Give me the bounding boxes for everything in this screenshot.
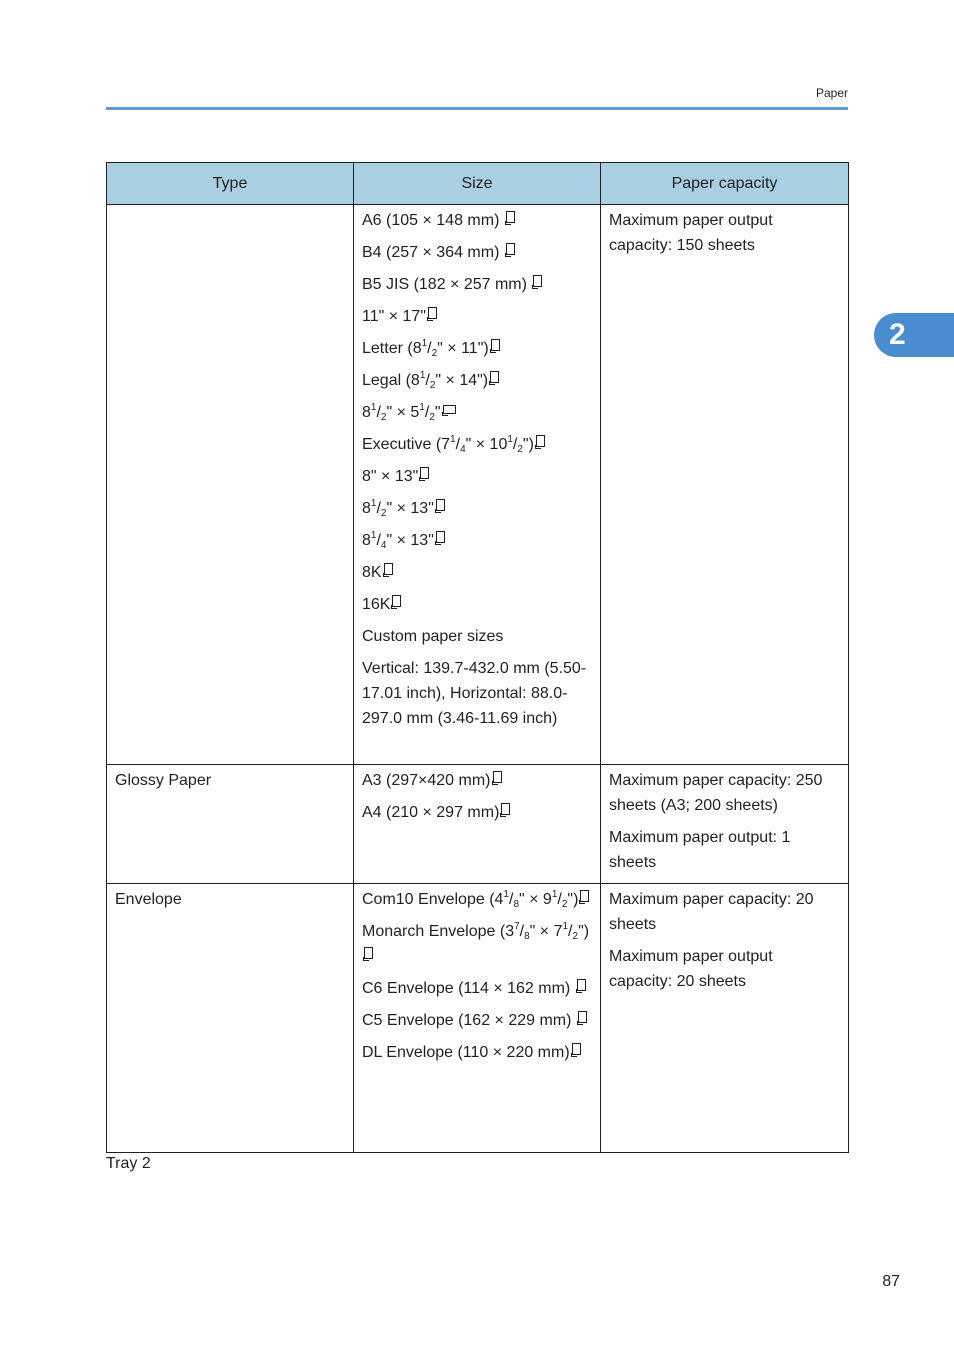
size-item: C6 Envelope (114 × 162 mm) xyxy=(362,976,592,1001)
column-header-type: Type xyxy=(107,163,354,205)
size-item: Executive ($7^1/_4$" × $10^1/_2$") xyxy=(362,432,592,457)
paper-portrait-icon xyxy=(572,1043,581,1055)
paper-portrait-icon xyxy=(580,890,589,902)
paper-portrait-icon xyxy=(506,211,515,223)
paper-portrait-icon xyxy=(436,499,445,511)
paper-portrait-icon xyxy=(533,275,542,287)
paper-portrait-icon xyxy=(490,371,499,383)
paper-portrait-icon xyxy=(493,771,502,783)
paper-portrait-icon xyxy=(491,339,500,351)
size-item: Com10 Envelope ($4^1/_8$" × $9^1/_2$") xyxy=(362,887,592,912)
size-item: 8" × 13" xyxy=(362,464,592,489)
table-row xyxy=(107,205,849,765)
capacity-text: Maximum paper output capacity: 20 sheets xyxy=(609,948,773,990)
type-cell: Glossy Paper xyxy=(107,765,354,884)
paper-portrait-icon xyxy=(420,467,429,479)
tray-label: Tray 2 xyxy=(106,1155,151,1172)
size-item: Letter ($8^1/_2$" × 11") xyxy=(362,336,592,361)
table-header-row xyxy=(107,163,849,205)
chapter-tab[interactable]: 2 xyxy=(874,313,954,357)
capacity-cell xyxy=(601,205,849,765)
paper-portrait-icon xyxy=(536,435,545,447)
capacity-text: Maximum paper capacity: 250 sheets (A3; 200 sheets) xyxy=(609,772,823,814)
size-item: C5 Envelope (162 × 229 mm) xyxy=(362,1008,592,1033)
size-item: B4 (257 × 364 mm) xyxy=(362,240,592,265)
paper-table xyxy=(106,162,849,1153)
paper-portrait-icon xyxy=(578,1011,587,1023)
column-header-size: Size xyxy=(354,163,601,205)
column-header-capacity: Paper capacity xyxy=(601,163,849,205)
running-header: Paper xyxy=(815,86,848,100)
size-item: Custom paper sizes xyxy=(362,628,504,645)
size-item: $8^1/_2$" × 13" xyxy=(362,496,592,521)
type-cell xyxy=(107,205,354,765)
paper-portrait-icon xyxy=(436,531,445,543)
paper-portrait-icon xyxy=(392,595,401,607)
size-item: 16K xyxy=(362,592,592,617)
size-item: DL Envelope (110 × 220 mm) xyxy=(362,1040,592,1065)
size-item: A6 (105 × 148 mm) xyxy=(362,208,592,233)
size-item: Vertical: 139.7-432.0 mm (5.50-17.01 inch), Horizontal: 88.0-297.0 mm (3.46-11.69 inch) xyxy=(362,660,587,727)
size-item: 8K xyxy=(362,560,592,585)
capacity-cell xyxy=(601,765,849,884)
size-item: Monarch Envelope ($3^7/_8$" × $7^1/_2$") xyxy=(362,919,592,969)
size-item: Legal ($8^1/_2$" × 14") xyxy=(362,368,592,393)
capacity-text: Maximum paper capacity: 20 sheets xyxy=(609,891,814,933)
size-item: A3 (297×420 mm) xyxy=(362,768,592,793)
paper-portrait-icon xyxy=(577,979,586,991)
page-number: 87 xyxy=(882,1273,900,1290)
size-cell xyxy=(354,205,601,765)
paper-portrait-icon xyxy=(506,243,515,255)
paper-portrait-icon xyxy=(364,947,373,959)
paper-portrait-icon xyxy=(428,307,437,319)
paper-portrait-icon xyxy=(384,563,393,575)
capacity-cell xyxy=(601,884,849,1153)
paper-landscape-icon xyxy=(443,405,456,414)
size-item: $8^1/_2$" × $5^1/_2$" xyxy=(362,400,592,425)
paper-portrait-icon xyxy=(501,803,510,815)
size-cell xyxy=(354,765,601,884)
size-item: B5 JIS (182 × 257 mm) xyxy=(362,272,592,297)
size-cell xyxy=(354,884,601,1153)
size-item: A4 (210 × 297 mm) xyxy=(362,800,592,825)
type-cell: Envelope xyxy=(107,884,354,1153)
capacity-text: Maximum paper output capacity: 150 sheets xyxy=(609,212,773,254)
capacity-text: Maximum paper output: 1 sheets xyxy=(609,829,791,871)
size-item: 11" × 17" xyxy=(362,304,592,329)
header-rule xyxy=(106,107,848,110)
size-item: $8^1/_4$" × 13" xyxy=(362,528,592,553)
table-row xyxy=(107,884,849,1153)
table-row xyxy=(107,765,849,884)
